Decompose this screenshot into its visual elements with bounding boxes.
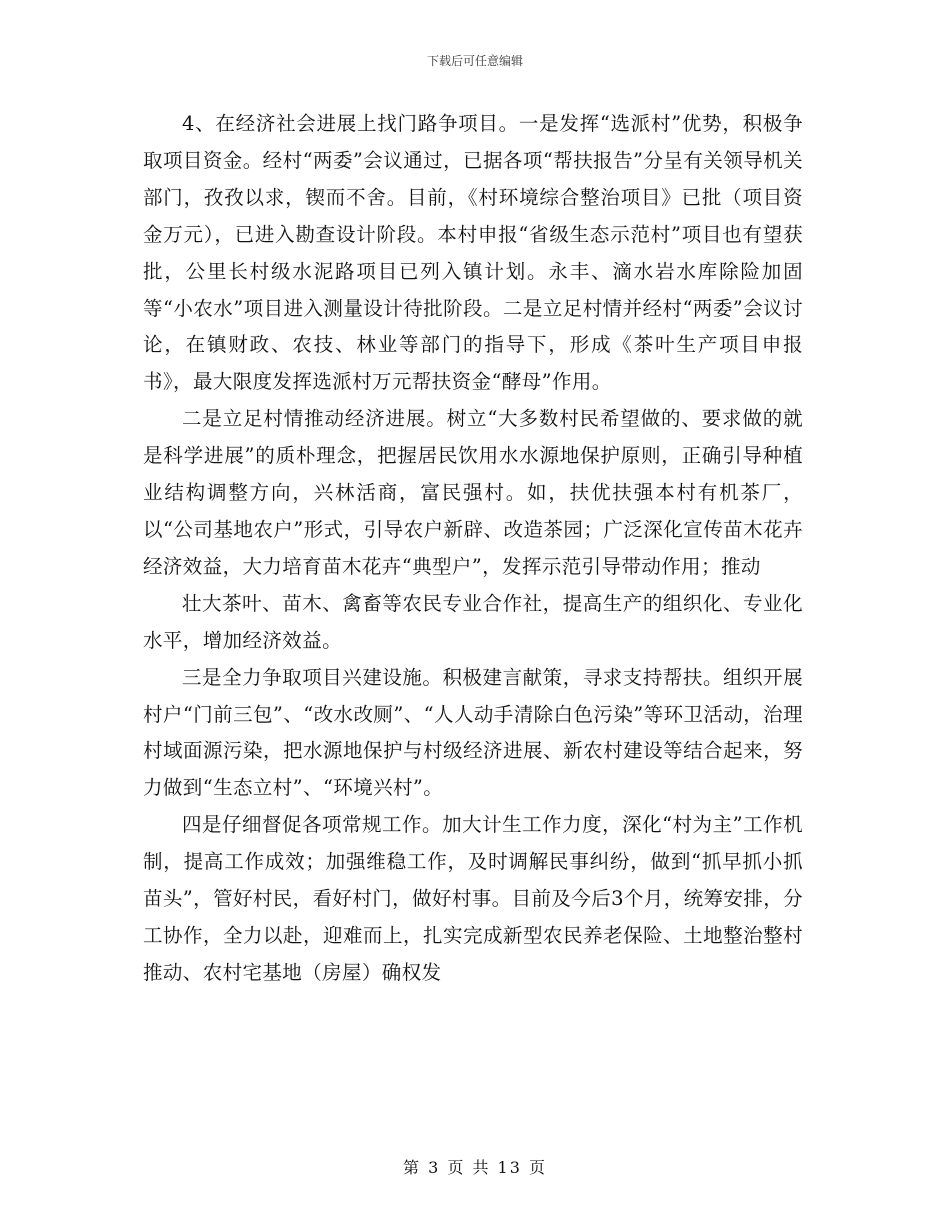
paragraph-5: 四是仔细督促各项常规工作。加大计生工作力度，深化“村为主”工作机制，提高工作成效；加强维稳工作，及时调解民事纠纷，做到“抓早抓小抓苗头”，管好村民，看好村门，做好村事。目前及今后3个月，统筹安排，分工协作，全力以赴，迎难而上，扎实完成新型农民养老保险、土地整治整村推动、农村宅基地（房屋）确权发 (143, 813, 803, 984)
paragraph-1: 4、在经济社会进展上找门路争项目。一是发挥“选派村”优势，积极争取项目资金。经村“两委”会议通过，已据各项“帮扶报告”分呈有关领导机关部门，孜孜以求，锲而不舍。目前，《村环境综合整治项目》已批（项目资金万元），已进入勘查设计阶段。本村申报“省级生态示范村”项目也有望获批，公里长村级水泥路项目已列入镇计划。永丰、滴水岩水库除险加固等“小农水”项目进入测量设计待批阶段。二是立足村情并经村“两委”会议讨论，在镇财政、农技、林业等部门的指导下，形成《茶叶生产项目申报书》，最大限度发挥选派村万元帮扶资金“酵母”作用。 (143, 112, 803, 394)
paragraph-2: 二是立足村情推动经济进展。树立“大多数村民希望做的、要求做的就是科学进展”的质朴理念，把握居民饮用水水源地保护原则，正确引导种植业结构调整方向，兴林活商，富民强村。如，扶优扶强本村有机茶厂，以“公司基地农户”形式，引导农户新辟、改造茶园；广泛深化宣传苗木花卉经济效益，大力培育苗木花卉“典型户”，发挥示范引导带动作用；推动 (143, 407, 803, 578)
page-number-footer: 第 3 页 共 13 页 (403, 1158, 547, 1177)
paragraph-3: 壮大茶叶、苗木、禽畜等农民专业合作社，提高生产的组织化、专业化水平，增加经济效益。 (143, 591, 803, 652)
page-header: 下载后可任意编辑 (426, 54, 523, 68)
document-body (143, 106, 803, 992)
paragraph-4: 三是全力争取项目兴建设施。积极建言献策，寻求支持帮扶。组织开展村户“门前三包”、“改水改厕”、“人人动手清除白色污染”等环卫活动，治理村域面源污染，把水源地保护与村级经济进展、新农村建设等结合起来，努力做到“生态立村”、“环境兴村”。 (143, 665, 803, 800)
